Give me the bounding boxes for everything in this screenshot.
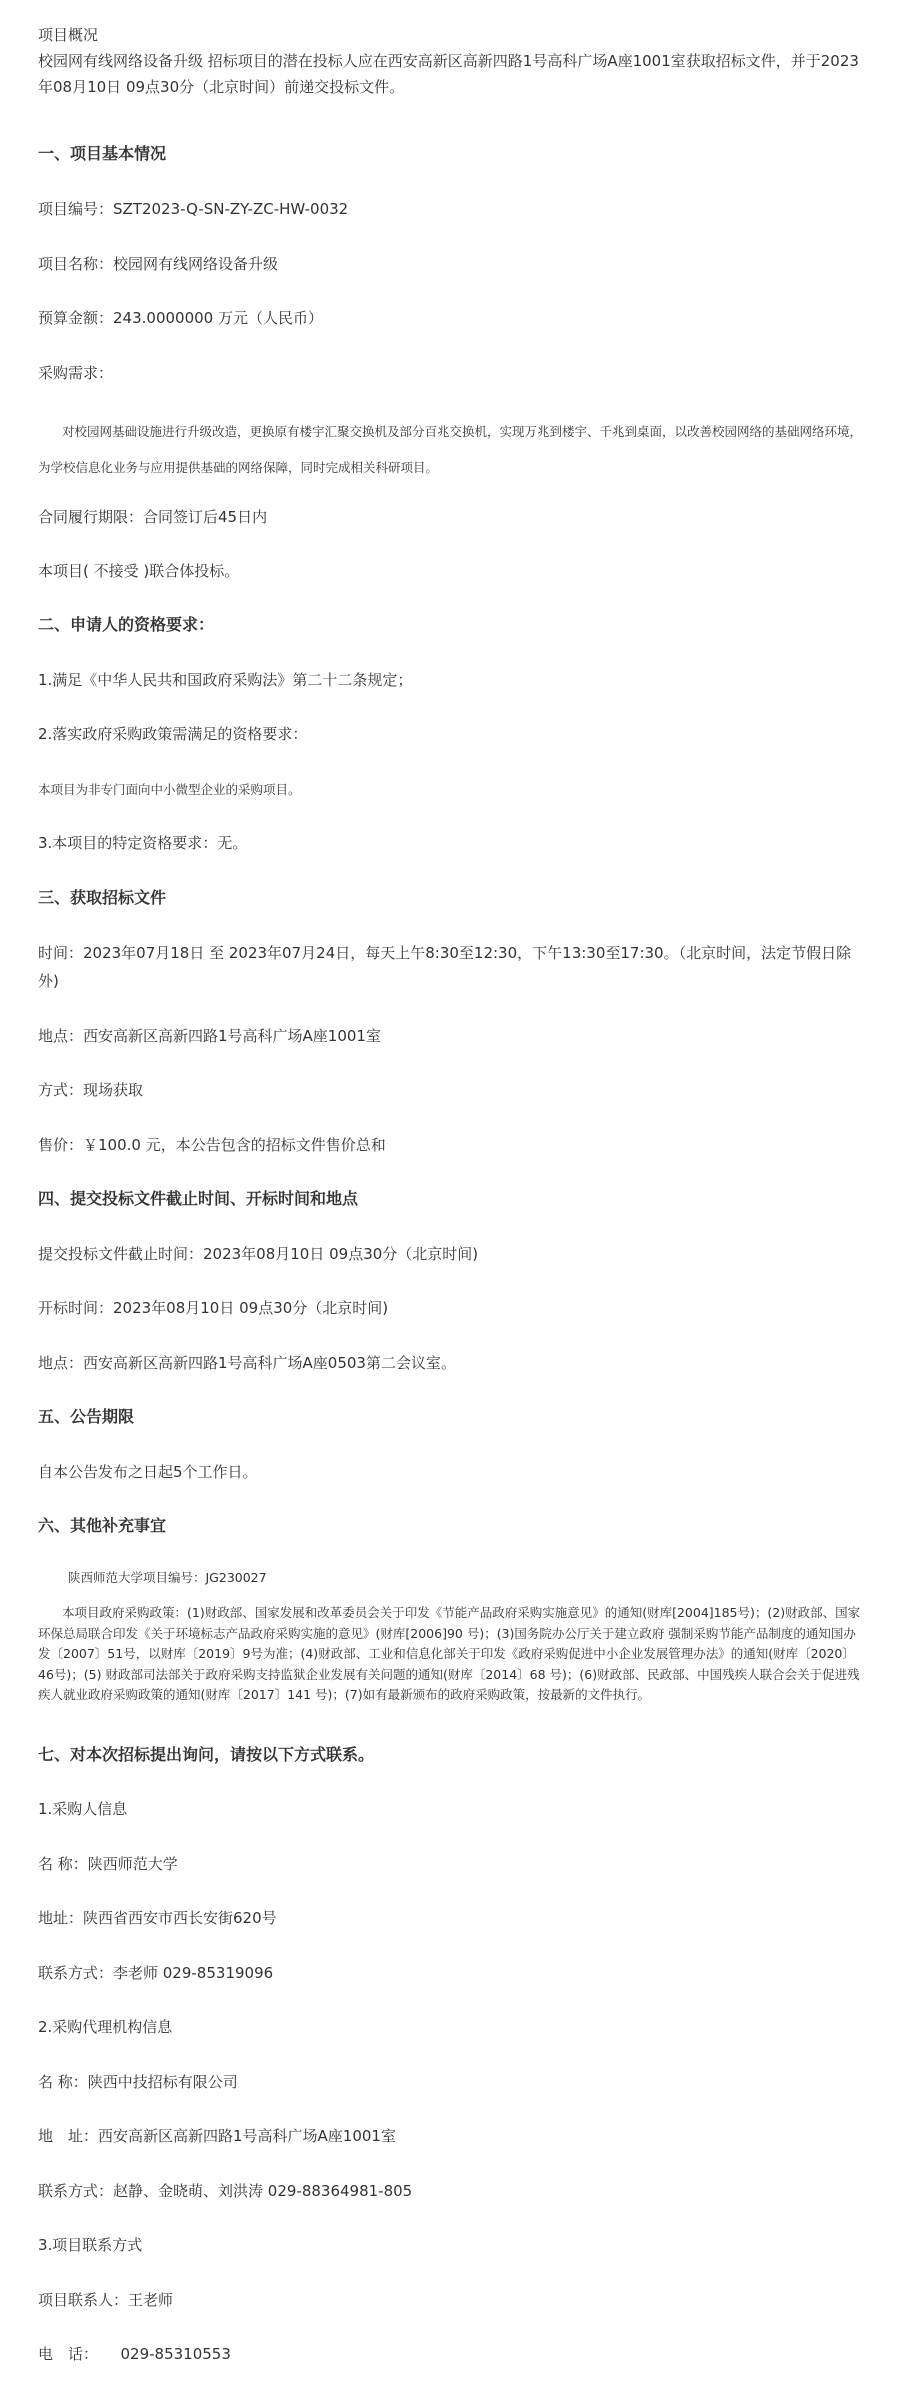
project-contact-phone: 电 话： 029-85310553 [38,2345,231,2363]
purchaser-address: 地址：陕西省西安市西长安街620号 [38,1909,277,1927]
school-project-number: 陕西师范大学项目编号：JG230027 [68,1570,267,1585]
section-2-title: 二、申请人的资格要求： [38,615,215,634]
purchaser-name: 名 称：陕西师范大学 [38,1855,178,1873]
project-contact-title: 3.项目联系方式 [38,2236,143,2254]
contract-period: 合同履行期限：合同签订后45日内 [38,508,268,526]
consortium-note: 本项目( 不接受 )联合体投标。 [38,562,240,580]
overview-title: 项目概况 [38,26,99,44]
procurement-policy: 本项目政府采购政策：(1)财政部、国家发展和改革委员会关于印发《节能产品政府采购实施意见》的通知(财库[2004]185号)；(2)财政部、国家环保总局联合印发《关于环境标志产品政府采购实施的意见》(财库[2006]90 号)；(3)国务院办公厅关于建立政府 强制采购节能产品制度的通知国办发〔2007〕51号，以财库〔2019〕9号为准；(4)财政部、工业和信息化部关于印发《政府采购促进中小企业发展管理办法》的通知(财库〔2020〕46号)；(5) 财政部司法部关于政府采购支持监狱企业发展有关问题的通知(财库〔2014〕68 号)；(6)财政部、民政部、中国残疾人联合会关于促进残疾人就业政府采购政策的通知(财库〔2017〕141 号)；(7)如有最新颁布的政府采购政策，按最新的文件执行。 [38,1605,861,1702]
qualification-1: 1.满足《中华人民共和国政府采购法》第二十二条规定； [38,671,413,689]
obtain-time: 时间：2023年07月18日 至 2023年07月24日，每天上午8:30至12:30，下午13:30至17:30。（北京时间，法定节假日除外) [38,944,852,990]
section-3-title: 三、获取招标文件 [38,888,167,907]
demand-label: 采购需求： [38,364,114,382]
section-6-title: 六、其他补充事宜 [38,1516,167,1535]
obtain-method: 方式：现场获取 [38,1081,144,1099]
project-number: 项目编号：SZT2023-Q-SN-ZY-ZC-HW-0032 [38,200,349,218]
opening-time: 开标时间：2023年08月10日 09点30分（北京时间) [38,1299,389,1317]
qualification-2-detail: 本项目为非专门面向中小微型企业的采购项目。 [38,782,301,797]
notice-period: 自本公告发布之日起5个工作日。 [38,1463,258,1481]
agency-name: 名 称：陕西中技招标有限公司 [38,2073,238,2091]
section-5-title: 五、公告期限 [38,1407,135,1426]
obtain-place: 地点：西安高新区高新四路1号高科广场A座1001室 [38,1027,381,1045]
obtain-price: 售价：￥100.0 元，本公告包含的招标文件售价总和 [38,1136,386,1154]
demand-text: 对校园网基础设施进行升级改造，更换原有楼宇汇聚交换机及部分百兆交换机，实现万兆到楼宇、千兆到桌面，以改善校园网络的基础网络环境，为学校信息化业务与应用提供基础的网络保障，同时完成相关科研项目。 [38,424,863,475]
section-4-title: 四、提交投标文件截止时间、开标时间和地点 [38,1189,359,1208]
opening-place: 地点：西安高新区高新四路1号高科广场A座0503第二会议室。 [38,1354,456,1372]
agency-info-title: 2.采购代理机构信息 [38,2018,173,2036]
qualification-2: 2.落实政府采购政策需满足的资格要求： [38,725,308,743]
section-7-title: 七、对本次招标提出询问，请按以下方式联系。 [38,1745,375,1764]
project-name: 项目名称：校园网有线网络设备升级 [38,255,279,273]
agency-contact: 联系方式：赵静、金晓萌、刘洪涛 029-88364981-805 [38,2182,413,2200]
purchaser-contact: 联系方式：李老师 029-85319096 [38,1964,274,1982]
section-1-title: 一、项目基本情况 [38,144,167,163]
submit-deadline: 提交投标文件截止时间：2023年08月10日 09点30分（北京时间) [38,1245,479,1263]
purchaser-info-title: 1.采购人信息 [38,1800,128,1818]
overview-text: 校园网有线网络设备升级 招标项目的潜在投标人应在西安高新区高新四路1号高科广场A座1001室获取招标文件，并于2023年08月10日 09点30分（北京时间）前递交投标文件。 [38,52,859,96]
budget-amount: 预算金额：243.0000000 万元（人民币） [38,309,323,327]
agency-address: 地 址：西安高新区高新四路1号高科广场A座1001室 [38,2127,396,2145]
qualification-3: 3.本项目的特定资格要求：无。 [38,834,248,852]
project-contact-person: 项目联系人：王老师 [38,2291,174,2309]
